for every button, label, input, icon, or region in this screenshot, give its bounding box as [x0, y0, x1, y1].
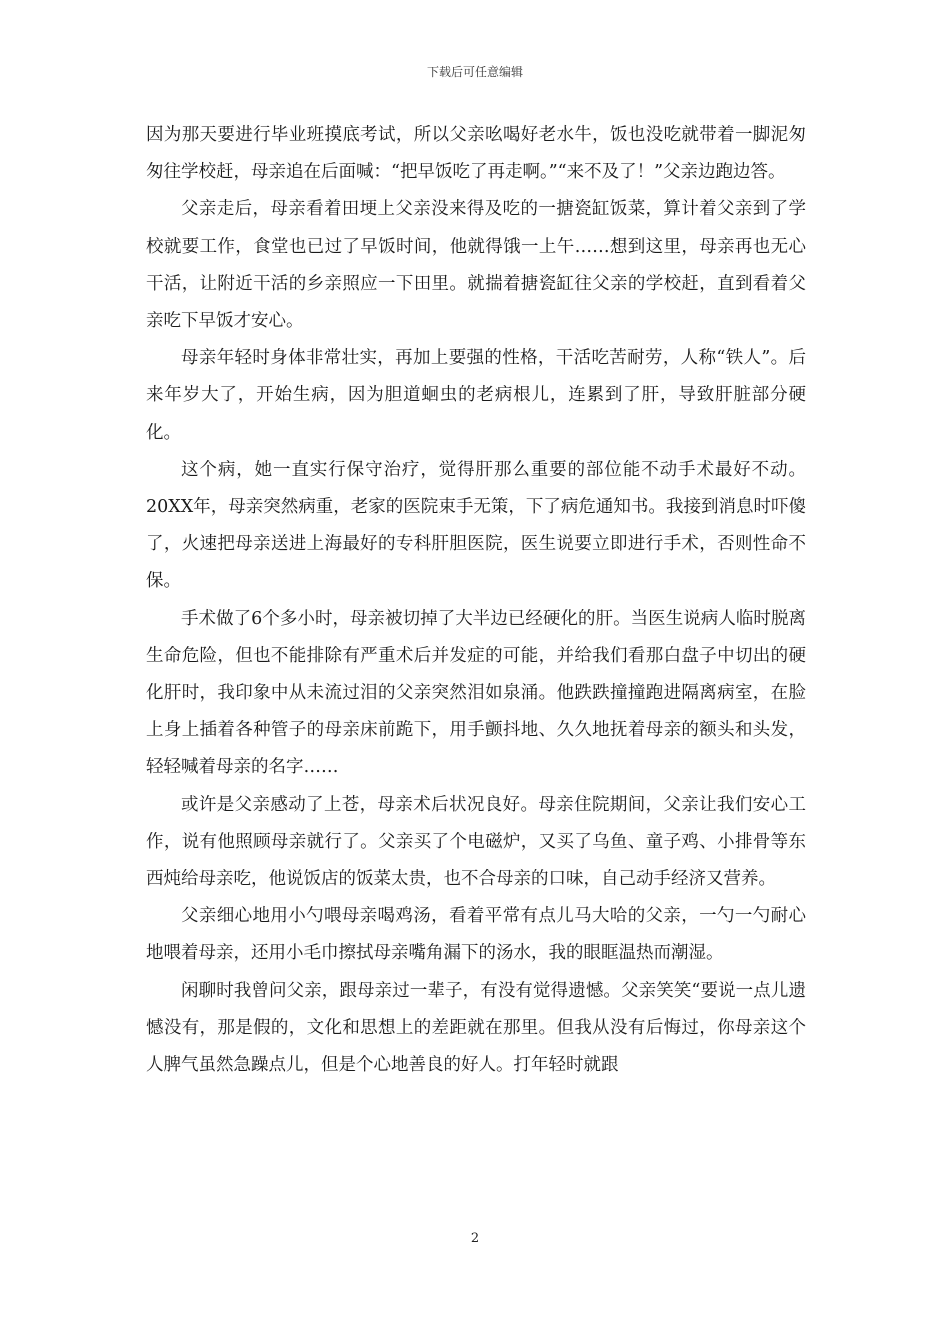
page-number: 2 [470, 1231, 480, 1246]
paragraph-5: 手术做了6个多小时，母亲被切掉了大半边已经硬化的肝。当医生说病人临时脱离生命危险，但也不能排除有严重术后并发症的可能，并给我们看那白盘子中切出的硬化肝时，我印象中从未流过泪的父亲突然泪如泉涌。他跌跌撞撞跑进隔离病室，在脸上身上插着各种管子的母亲床前跪下，用手颤抖地、久久地抚着母亲的额头和头发，轻轻喊着母亲的名字…… [146, 608, 806, 778]
document-body [146, 117, 806, 1084]
paragraph-1: 因为那天要进行毕业班摸底考试，所以父亲吆喝好老水牛，饭也没吃就带着一脚泥匆匆往学校赶，母亲追在后面喊：“把早饭吃了再走啊。”“来不及了！”父亲边跑边答。 [146, 125, 806, 183]
page-header-note: 下载后可任意编辑 [426, 65, 523, 79]
paragraph-7: 父亲细心地用小勺喂母亲喝鸡汤，看着平常有点儿马大哈的父亲，一勺一勺耐心地喂着母亲，还用小毛巾擦拭母亲嘴角漏下的汤水，我的眼眶温热而潮湿。 [146, 906, 806, 964]
paragraph-2: 父亲走后，母亲看着田埂上父亲没来得及吃的一搪瓷缸饭菜，算计着父亲到了学校就要工作，食堂也已过了早饭时间，他就得饿一上午……想到这里，母亲再也无心干活，让附近干活的乡亲照应一下田里。就揣着搪瓷缸往父亲的学校赶，直到看着父亲吃下早饭才安心。 [146, 199, 806, 332]
paragraph-8: 闲聊时我曾问父亲，跟母亲过一辈子，有没有觉得遗憾。父亲笑笑“要说一点儿遗憾没有，那是假的，文化和思想上的差距就在那里。但我从没有后悔过，你母亲这个人脾气虽然急躁点儿，但是个心地善良的好人。打年轻时就跟 [146, 980, 806, 1076]
paragraph-4: 这个病，她一直实行保守治疗，觉得肝那么重要的部位能不动手术最好不动。20XX年，母亲突然病重，老家的医院束手无策，下了病危通知书。我接到消息时吓傻了，火速把母亲送进上海最好的专科肝胆医院，医生说要立即进行手术，否则性命不保。 [146, 459, 806, 592]
paragraph-6: 或许是父亲感动了上苍，母亲术后状况良好。母亲住院期间，父亲让我们安心工作，说有他照顾母亲就行了。父亲买了个电磁炉，又买了乌鱼、童子鸡、小排骨等东西炖给母亲吃，他说饭店的饭菜太贵，也不合母亲的口味，自己动手经济又营养。 [146, 794, 806, 890]
paragraph-3: 母亲年轻时身体非常壮实，再加上要强的性格，干活吃苦耐劳，人称“铁人”。后来年岁大了，开始生病，因为胆道蛔虫的老病根儿，连累到了肝，导致肝脏部分硬化。 [146, 348, 806, 443]
